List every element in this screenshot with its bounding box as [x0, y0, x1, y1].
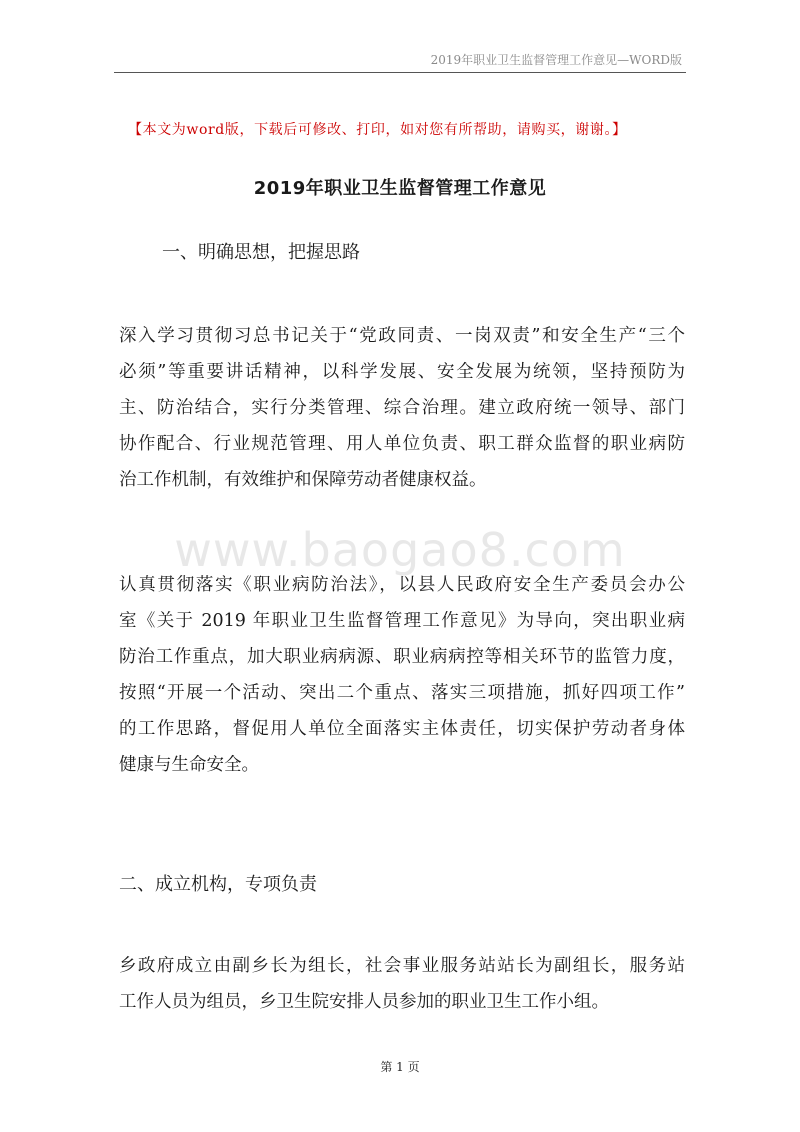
document-title: 2019年职业卫生监督管理工作意见 [253, 178, 547, 199]
paragraph-line: 主、防治结合，实行分类管理、综合治理。建立政府统一领导、部门 [119, 398, 685, 418]
paragraph-line: 必须”等重要讲话精神，以科学发展、安全发展为统领，坚持预防为 [119, 362, 685, 382]
paragraph-3 [119, 948, 685, 1020]
paragraph-line: 治工作机制，有效维护和保障劳动者健康权益。 [119, 470, 487, 490]
running-header: 2019年职业卫生监督管理工作意见—WORD版 [430, 53, 682, 67]
paragraph-line: 防治工作重点，加大职业病病源、职业病病控等相关环节的监管力度， [119, 647, 685, 667]
paragraph-line: 健康与生命安全。 [119, 755, 259, 775]
paragraph-line: 工作人员为组员，乡卫生院安排人员参加的职业卫生工作小组。 [119, 992, 609, 1012]
section-heading-1: 一、明确思想，把握思路 [162, 242, 360, 263]
section-heading-2: 二、成立机构，专项负责 [119, 874, 317, 895]
paragraph-line: 认真贯彻落实《职业病防治法》，以县人民政府安全生产委员会办公 [119, 575, 685, 595]
header-divider [114, 72, 686, 73]
paragraph-1 [119, 318, 685, 498]
paragraph-line: 协作配合、行业规范管理、用人单位负责、职工群众监督的职业病防 [119, 434, 685, 454]
paragraph-2 [119, 567, 685, 783]
paragraph-line: 室《关于 2019 年职业卫生监督管理工作意见》为导向，突出职业病 [119, 611, 685, 631]
watermark: www.baogao8.com [174, 523, 626, 577]
page-number: 第 1 页 [380, 1060, 420, 1074]
paragraph-line: 的工作思路，督促用人单位全面落实主体责任，切实保护劳动者身体 [119, 719, 685, 739]
paragraph-line: 乡政府成立由副乡长为组长，社会事业服务站站长为副组长，服务站 [119, 956, 685, 976]
paragraph-line: 按照“开展一个活动、突出二个重点、落实三项措施，抓好四项工作” [119, 683, 685, 703]
purchase-notice: 【本文为word版，下载后可修改、打印，如对您有所帮助，请购买，谢谢。】 [128, 122, 627, 138]
paragraph-line: 深入学习贯彻习总书记关于“党政同责、一岗双责”和安全生产“三个 [119, 326, 685, 346]
